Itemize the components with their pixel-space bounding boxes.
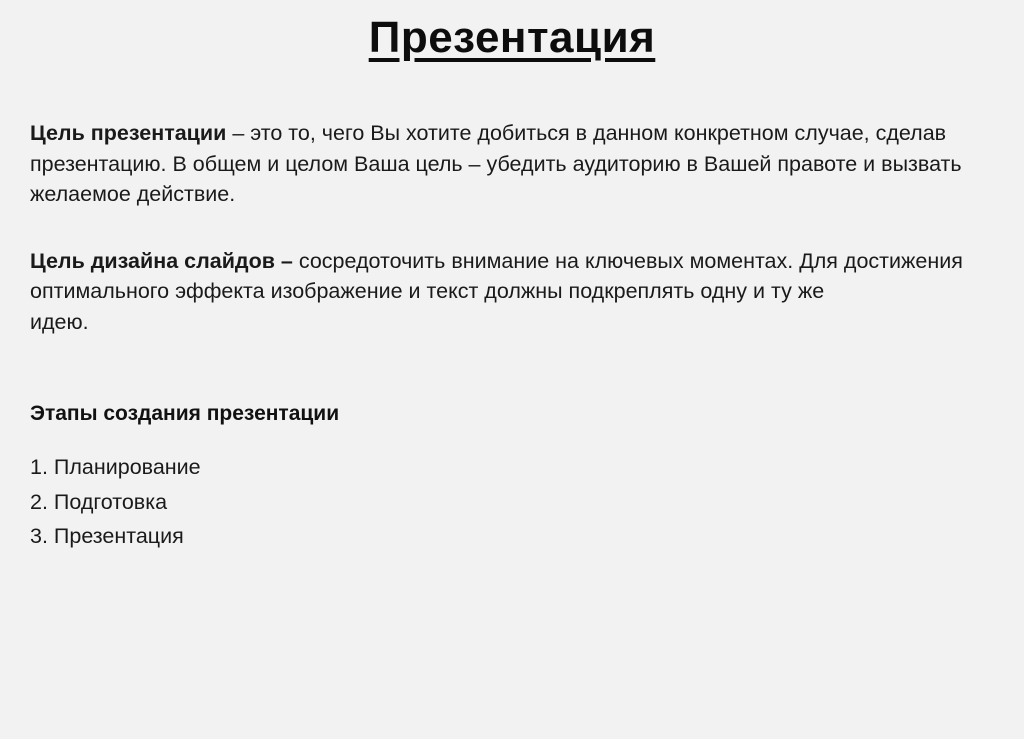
paragraph-orphan-line: идею. [30, 309, 89, 334]
paragraph-goal-of-slide-design [30, 246, 974, 307]
paragraph-goal-of-presentation-lead: Цель презентации [30, 121, 227, 145]
list-item: 3. Презентация [30, 524, 184, 549]
section-heading-stages: Этапы создания презентации [30, 402, 340, 426]
stages-list [30, 450, 974, 553]
page-title [0, 14, 1024, 62]
presentation-slide [0, 14, 1024, 739]
paragraph-goal-of-presentation [30, 118, 974, 210]
list-item: 1. Планирование [30, 455, 201, 480]
paragraph-goal-of-slide-design-lead: Цель дизайна слайдов – [30, 248, 293, 273]
paragraph-spacer [30, 210, 974, 246]
paragraph-goal-of-slide-design-text: сосредоточить внимание на ключевых моментах. Для достижения оптимального эффекта изображение и текст должны подкреплять одну и ту же [30, 248, 963, 304]
list-item: 2. Подготовка [30, 489, 168, 514]
paragraph-goal-of-presentation-text: – это то, чего Вы хотите добиться в данном конкретном случае, сделав презентацию. В общем и целом Ваша цель – убедить аудиторию в Вашей правоте и вызвать желаемое действие. [30, 121, 962, 207]
section-spacer [30, 337, 974, 399]
page-title-text: Презентация [368, 13, 656, 62]
slide-body [30, 118, 974, 554]
